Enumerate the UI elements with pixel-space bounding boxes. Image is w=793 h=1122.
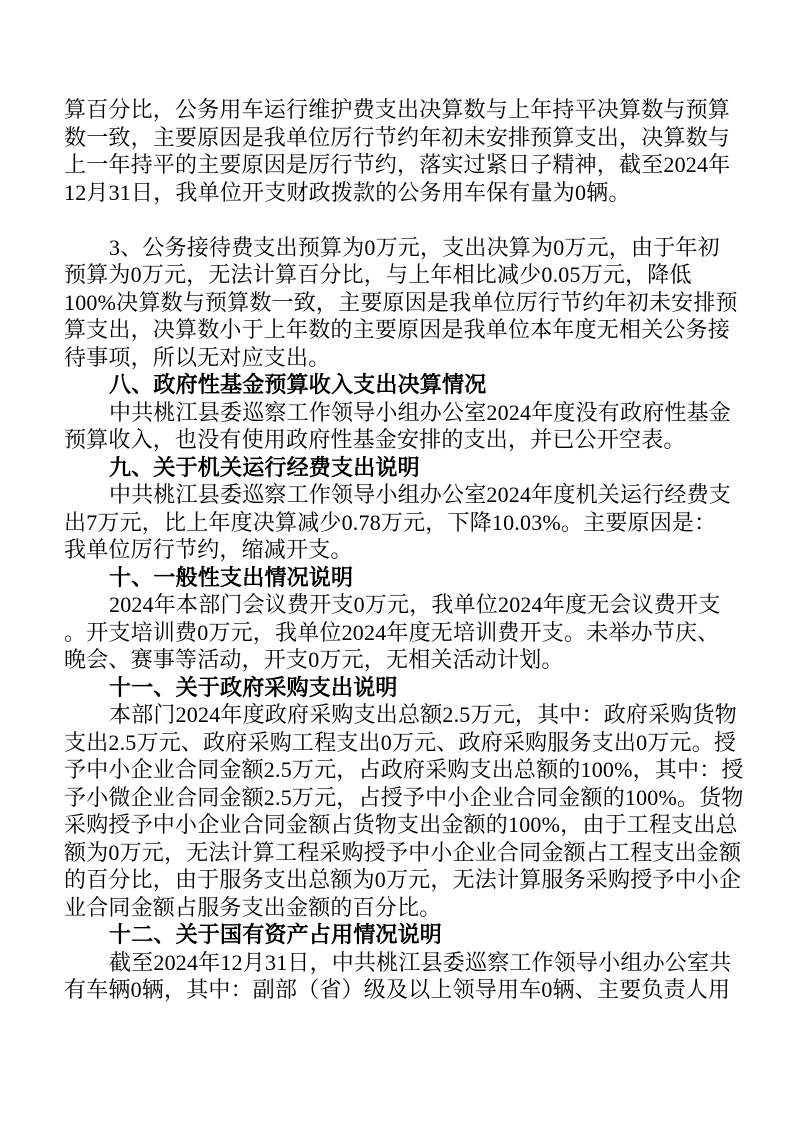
document-content <box>64 96 744 1004</box>
text-line: 算支出，决算数小于上年数的主要原因是我单位本年度无相关公务接 <box>64 317 731 342</box>
text-line: 有车辆0辆，其中：副部（省）级及以上领导用车0辆、主要负责人用 <box>64 977 731 1002</box>
text-line: 晚会、赛事等活动，开支0万元，无相关活动计划。 <box>64 647 564 672</box>
text-line: 中共桃江县委巡察工作领导小组办公室2024年度没有政府性基金 <box>109 399 732 425</box>
text-line: 采购授予中小企业合同金额占货物支出金额的100%，由于工程支出总 <box>64 812 738 837</box>
text-line: 3、公务接待费支出预算为0万元，支出决算为0万元，由于年初 <box>109 234 720 260</box>
paragraph <box>64 234 738 372</box>
text-line: 。开支培训费0万元，我单位2024年度无培训费开支。未举办节庆、 <box>64 619 720 645</box>
section-heading: 十一、关于政府采购支出说明 <box>109 674 398 700</box>
text-line: 中共桃江县委巡察工作领导小组办公室2024年度机关运行经费支 <box>109 482 732 507</box>
section-heading: 八、政府性基金预算收入支出决算情况 <box>109 372 487 397</box>
text-line: 支出2.5万元、政府采购工程支出0万元、政府采购服务支出0万元。授 <box>64 729 737 755</box>
text-line: 予小微企业合同金额2.5万元，占授予中小企业合同金额的100%。货物 <box>64 784 744 810</box>
text-line: 截至2024年12月31日，中共桃江县委巡察工作领导小组办公室共 <box>109 949 732 975</box>
text-line: 预算收入，也没有使用政府性基金安排的支出，并已公开空表。 <box>64 427 686 452</box>
paragraph <box>64 701 744 921</box>
text-line: 2024年本部门会议费开支0万元，我单位2024年度无会议费开支 <box>109 592 721 617</box>
text-line: 算百分比，公务用车运行维护费支出决算数与上年持平决算数与预算 <box>64 97 731 122</box>
text-line: 出7万元，比上年度决算减少0.78万元，下降10.03%。主要原因是： <box>64 509 717 535</box>
paragraph <box>64 481 734 564</box>
text-line: 预算为0万元，无法计算百分比，与上年相比减少0.05万元，降低 <box>64 262 692 287</box>
text-line: 额为0万元，无法计算工程采购授予中小企业合同金额占工程支出金额 <box>64 839 742 865</box>
text-line: 予中小企业合同金额2.5万元，占政府采购支出总额的100%，其中：授 <box>64 757 744 782</box>
paragraph <box>64 591 734 674</box>
text-line: 上一年持平的主要原因是厉行节约，落实过紧日子精神，截至2024年 <box>64 152 731 177</box>
paragraph <box>64 96 734 206</box>
text-line: 的百分比，由于服务支出总额为0万元，无法计算服务采购授予中小企 <box>64 867 742 892</box>
text-line: 我单位厉行节约，缩减开支。 <box>64 537 353 562</box>
section-heading: 十、一般性支出情况说明 <box>109 564 354 590</box>
text-line: 100%决算数与预算数一致，主要原因是我单位厉行节约年初未安排预 <box>64 289 738 315</box>
paragraph <box>64 399 734 454</box>
blank-line <box>64 206 734 234</box>
text-line: 业合同金额占服务支出金额的百分比。 <box>64 894 442 920</box>
paragraph <box>64 949 734 1004</box>
text-line: 本部门2024年度政府采购支出总额2.5万元，其中：政府采购货物 <box>109 702 737 727</box>
text-line: 待事项，所以无对应支出。 <box>64 344 331 370</box>
text-line: 数一致，主要原因是我单位厉行节约年初未安排预算支出，决算数与 <box>64 124 731 150</box>
text-line: 12月31日，我单位开支财政拨款的公务用车保有量为0辆。 <box>64 179 631 205</box>
section-heading: 九、关于机关运行经费支出说明 <box>109 454 420 480</box>
section-heading: 十二、关于国有资产占用情况说明 <box>109 922 443 947</box>
